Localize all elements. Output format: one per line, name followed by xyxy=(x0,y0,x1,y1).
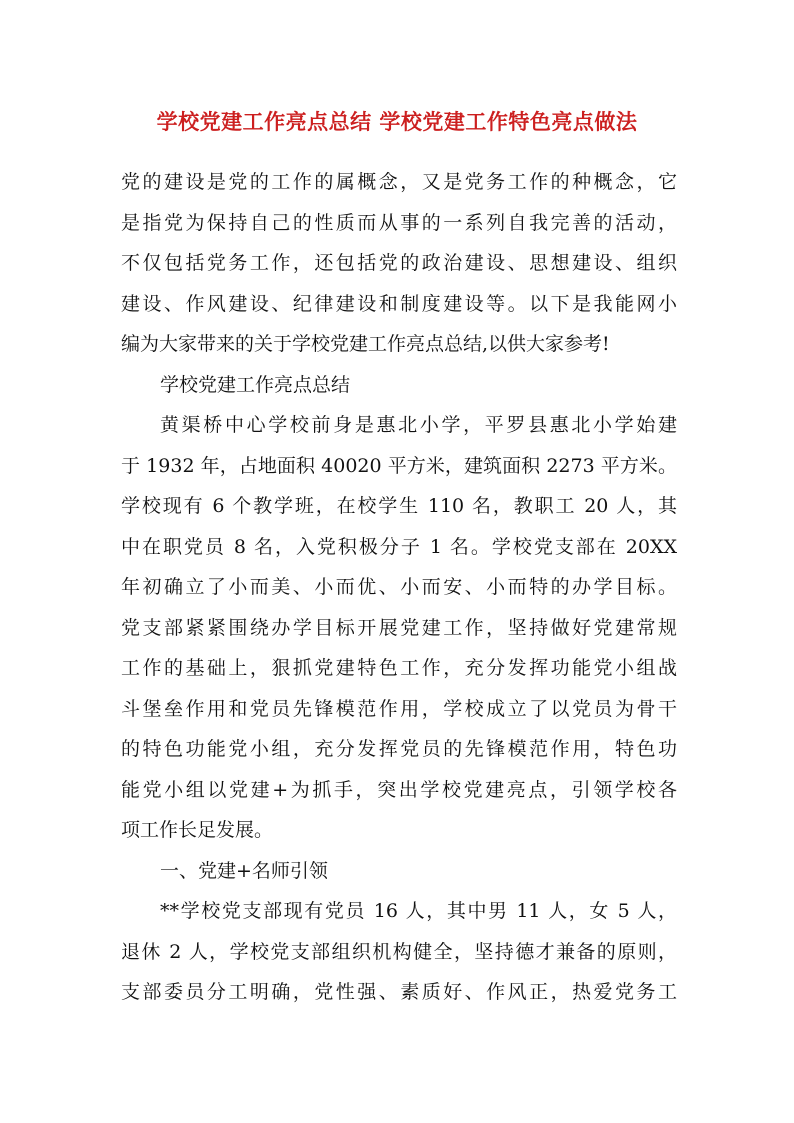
paragraph-line: **学校党支部现有党员 16 人，其中男 11 人，女 5 人， xyxy=(160,900,677,922)
section-heading: 学校党建工作亮点总结 xyxy=(160,373,351,396)
paragraph-line: 不仅包括党务工作，还包括党的政治建设、思想建设、组织 xyxy=(121,252,677,274)
paragraph-line: 斗堡垒作用和党员先锋模范作用，学校成立了以党员为骨干 xyxy=(121,697,677,720)
paragraph-line: 年初确立了小而美、小而优、小而安、小而特的办学目标。 xyxy=(121,576,677,598)
paragraph-line: 建设、作风建设、纪律建设和制度建设等。以下是我能网小 xyxy=(121,292,677,315)
paragraph-line: 党支部紧紧围绕办学目标开展党建工作，坚持做好党建常规 xyxy=(121,616,677,639)
paragraph-line: 工作的基础上，狠抓党建特色工作，充分发挥功能党小组战 xyxy=(121,657,677,679)
section-heading: 一、党建+名师引领 xyxy=(160,859,328,882)
document-title: 学校党建工作亮点总结 学校党建工作特色亮点做法 xyxy=(156,109,638,134)
paragraph-line: 党的建设是党的工作的属概念，又是党务工作的种概念，它 xyxy=(121,171,677,193)
paragraph-line: 项工作长足发展。 xyxy=(121,819,274,841)
paragraph-line: 能党小组以党建+为抓手，突出学校党建亮点，引领学校各 xyxy=(121,778,677,801)
document-body xyxy=(121,162,677,1013)
paragraph-line: 于 1932 年，占地面积 40020 平方米，建筑面积 2273 平方米。 xyxy=(121,454,677,477)
paragraph-line: 学校现有 6 个教学班，在校学生 110 名，教职工 20 人，其 xyxy=(121,495,677,517)
paragraph-line: 的特色功能党小组，充分发挥党员的先锋模范作用，特色功 xyxy=(121,738,677,760)
paragraph-line: 退休 2 人，学校党支部组织机构健全，坚持德才兼备的原则， xyxy=(121,940,677,963)
paragraph-line: 支部委员分工明确，党性强、素质好、作风正，热爱党务工 xyxy=(121,981,677,1003)
paragraph-line: 编为大家带来的关于学校党建工作亮点总结,以供大家参考! xyxy=(121,333,610,355)
paragraph-line: 是指党为保持自己的性质而从事的一系列自我完善的活动， xyxy=(121,211,677,234)
paragraph-line: 黄渠桥中心学校前身是惠北小学，平罗县惠北小学始建 xyxy=(160,414,677,436)
paragraph-line: 中在职党员 8 名，入党积极分子 1 名。学校党支部在 20XX xyxy=(121,535,677,558)
